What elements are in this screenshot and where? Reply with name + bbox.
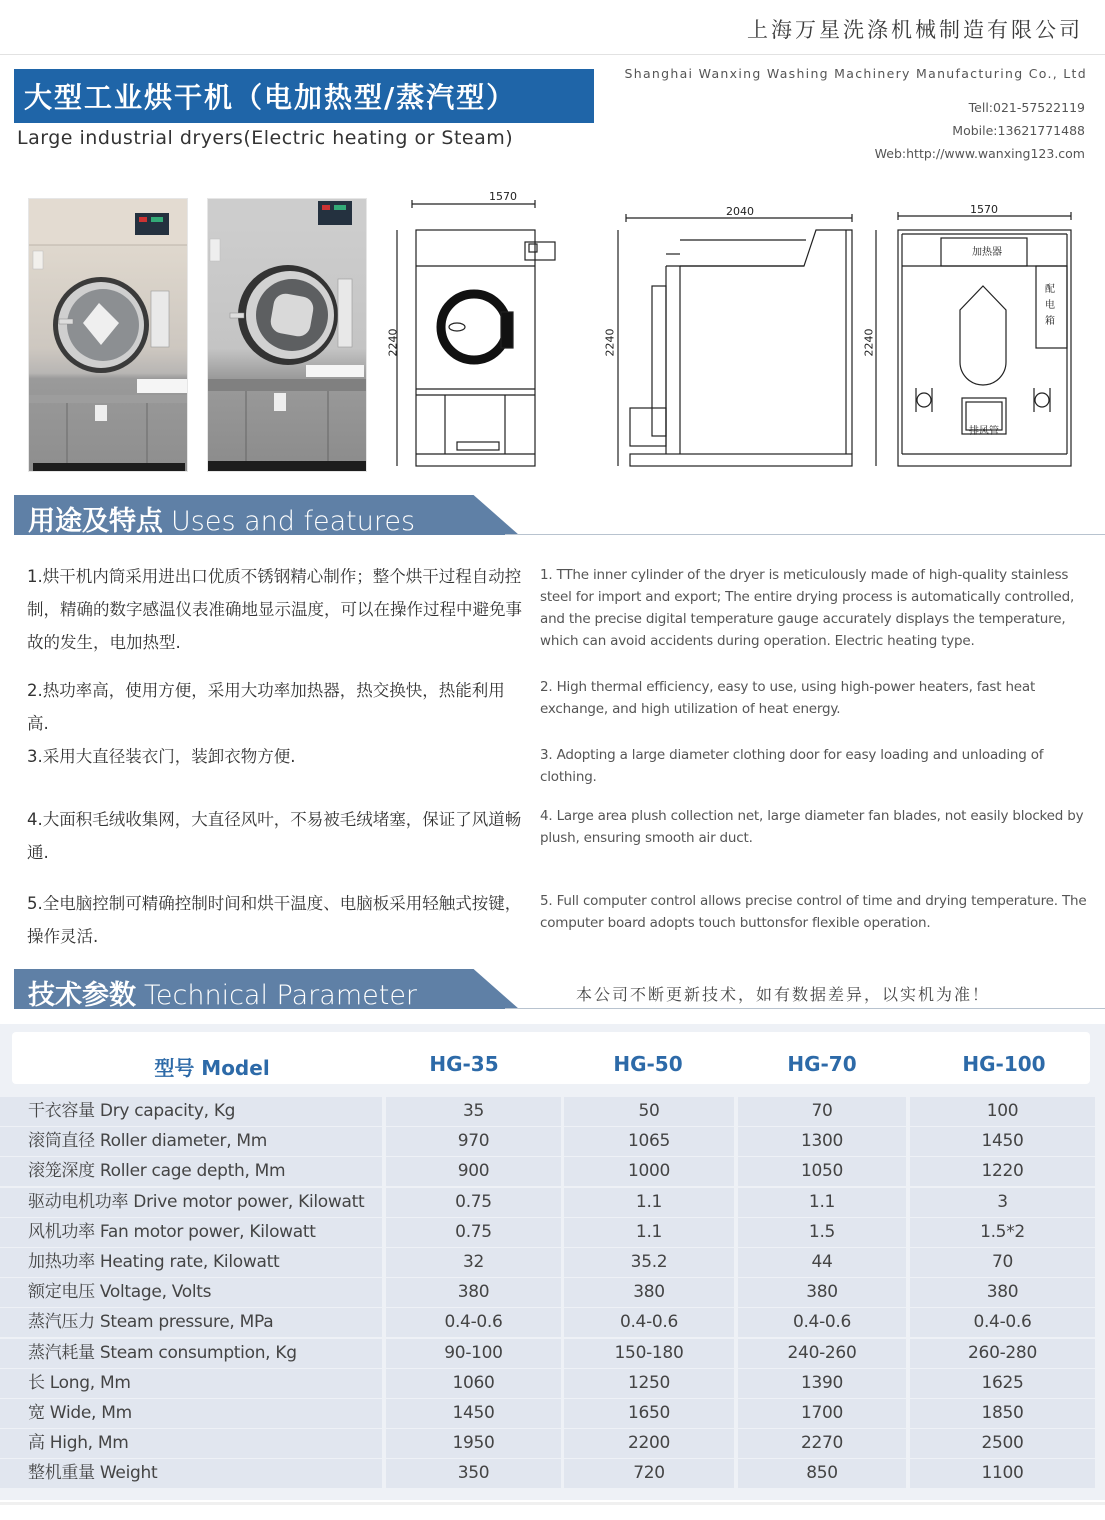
feature-2-cn: 2.热功率高，使用方便，采用大功率加热器，热交换快，热能利用高. <box>27 681 505 733</box>
cell-hg-100: 260-280 <box>910 1339 1095 1368</box>
page-subtitle: Large industrial dryers(Electric heating or Steam) <box>17 127 514 149</box>
features-heading-cn: 用途及特点 <box>28 506 163 537</box>
cell-hg-50: 1650 <box>564 1399 734 1428</box>
panel-label: 配电箱 <box>1045 284 1055 327</box>
feature-3-en: 3. Adopting a large diameter clothing door for easy loading and unloading of clothing. <box>540 747 1044 785</box>
front-height-label: 2240 <box>386 328 400 357</box>
cell-hg-100: 1625 <box>910 1369 1095 1398</box>
specs-heading-cn: 技术参数 <box>28 980 136 1011</box>
cell-hg-100: 1100 <box>910 1459 1095 1488</box>
cell-hg-70: 1.1 <box>738 1188 906 1217</box>
drawing-front-view <box>385 186 595 472</box>
row-label: 加热功率 Heating rate, Kilowatt <box>0 1248 382 1277</box>
contact-mobile: Mobile:13621771488 <box>952 123 1085 138</box>
cell-hg-100: 1450 <box>910 1127 1095 1156</box>
row-label: 滚筒直径 Roller diameter, Mm <box>0 1127 382 1156</box>
footer-divider <box>0 1502 1105 1505</box>
cell-hg-50: 50 <box>564 1097 734 1126</box>
table-row <box>0 1278 1105 1307</box>
table-row <box>0 1308 1105 1337</box>
cell-hg-35: 0.75 <box>386 1188 561 1217</box>
feature-3-cn: 3.采用大直径装衣门，装卸衣物方便. <box>27 747 296 766</box>
cell-hg-50: 1.1 <box>564 1218 734 1247</box>
specs-disclaimer: 本公司不断更新技术，如有数据差异，以实机为准！ <box>576 985 991 1004</box>
table-row <box>0 1339 1105 1368</box>
feature-4-cn: 4.大面积毛绒收集网，大直径风叶，不易被毛绒堵塞，保证了风道畅通. <box>27 810 522 862</box>
contact-tel: Tell:021-57522119 <box>968 100 1085 115</box>
cell-hg-70: 0.4-0.6 <box>738 1308 906 1337</box>
cell-hg-100: 100 <box>910 1097 1095 1126</box>
cell-hg-100: 1.5*2 <box>910 1218 1095 1247</box>
front-width-label: 1570 <box>489 190 517 203</box>
cell-hg-35: 350 <box>386 1459 561 1488</box>
header-hg-70: HG-70 <box>787 1052 857 1076</box>
cell-hg-50: 380 <box>564 1278 734 1307</box>
table-row <box>0 1399 1105 1428</box>
cell-hg-70: 1300 <box>738 1127 906 1156</box>
features-divider <box>505 534 1105 535</box>
cell-hg-50: 1065 <box>564 1127 734 1156</box>
table-row <box>0 1097 1105 1126</box>
header-hg-35: HG-35 <box>429 1052 499 1076</box>
cell-hg-70: 1700 <box>738 1399 906 1428</box>
cell-hg-70: 850 <box>738 1459 906 1488</box>
side-width-label: 2040 <box>726 205 754 218</box>
cell-hg-35: 90-100 <box>386 1339 561 1368</box>
specs-banner <box>14 969 524 1009</box>
contact-web: Web:http://www.wanxing123.com <box>874 146 1085 161</box>
cell-hg-35: 0.4-0.6 <box>386 1308 561 1337</box>
feature-5-en: 5. Full computer control allows precise control of time and drying temperature. The computer board adopts touch buttonsfor flexible operation. <box>540 893 1087 931</box>
cell-hg-100: 1220 <box>910 1157 1095 1186</box>
product-photo-1 <box>28 198 188 472</box>
drawing-side-view <box>596 186 856 472</box>
table-row <box>0 1459 1105 1488</box>
row-label: 宽 Wide, Mm <box>0 1399 382 1428</box>
row-label: 整机重量 Weight <box>0 1459 382 1488</box>
cell-hg-70: 1050 <box>738 1157 906 1186</box>
exhaust-label: 排风管 <box>969 426 999 437</box>
cell-hg-70: 70 <box>738 1097 906 1126</box>
cell-hg-35: 380 <box>386 1278 561 1307</box>
title-banner <box>14 69 594 123</box>
cell-hg-35: 0.75 <box>386 1218 561 1247</box>
features-banner <box>14 495 524 535</box>
header-hg-50: HG-50 <box>613 1052 683 1076</box>
back-width-label: 1570 <box>970 203 998 216</box>
features-heading-en: Uses and features <box>171 506 416 537</box>
feature-4-en: 4. Large area plush collection net, large diameter fan blades, not easily blocked by plush, ensuring smooth air duct. <box>540 808 1084 846</box>
cell-hg-35: 35 <box>386 1097 561 1126</box>
row-label: 风机功率 Fan motor power, Kilowatt <box>0 1218 382 1247</box>
row-label: 蒸汽耗量 Steam consumption, Kg <box>0 1339 382 1368</box>
row-label: 驱动电机功率 Drive motor power, Kilowatt <box>0 1188 382 1217</box>
specs-divider <box>505 1008 1105 1009</box>
cell-hg-50: 2200 <box>564 1429 734 1458</box>
drawing-back-view <box>860 186 1090 472</box>
spec-table-header <box>12 1032 1090 1084</box>
product-photo-2 <box>207 198 367 472</box>
dryer-photo-icon <box>29 199 188 472</box>
cell-hg-70: 2270 <box>738 1429 906 1458</box>
side-height-label: 2240 <box>603 328 617 357</box>
cell-hg-70: 1.5 <box>738 1218 906 1247</box>
table-row <box>0 1127 1105 1156</box>
table-row <box>0 1218 1105 1247</box>
specs-heading-en: Technical Parameter <box>144 980 418 1011</box>
heater-label: 加热器 <box>972 247 1002 258</box>
feature-2-en: 2. High thermal efficiency, easy to use, using high-power heaters, fast heat exchange, and high utilization of heat energy. <box>540 679 1036 717</box>
feature-1-en: 1. TThe inner cylinder of the dryer is meticulously made of high-quality stainless steel for import and export; The entire drying process is automatically controlled, and the precise digital temperature gauge accurately displays the temperature, which can avoid accidents during operation. Electric heating type. <box>540 567 1075 649</box>
cell-hg-50: 150-180 <box>564 1339 734 1368</box>
table-row <box>0 1188 1105 1217</box>
cell-hg-50: 1250 <box>564 1369 734 1398</box>
cell-hg-100: 0.4-0.6 <box>910 1308 1095 1337</box>
table-row <box>0 1157 1105 1186</box>
cell-hg-50: 35.2 <box>564 1248 734 1277</box>
row-label: 蒸汽压力 Steam pressure, MPa <box>0 1308 382 1337</box>
cell-hg-70: 380 <box>738 1278 906 1307</box>
cell-hg-35: 900 <box>386 1157 561 1186</box>
table-row <box>0 1429 1105 1458</box>
row-label: 高 High, Mm <box>0 1429 382 1458</box>
cell-hg-50: 720 <box>564 1459 734 1488</box>
header-model: 型号 Model <box>154 1056 270 1080</box>
table-row <box>0 1369 1105 1398</box>
cell-hg-35: 970 <box>386 1127 561 1156</box>
cell-hg-70: 240-260 <box>738 1339 906 1368</box>
cell-hg-35: 32 <box>386 1248 561 1277</box>
cell-hg-35: 1450 <box>386 1399 561 1428</box>
header-divider <box>0 54 1105 55</box>
row-label: 额定电压 Voltage, Volts <box>0 1278 382 1307</box>
cell-hg-35: 1950 <box>386 1429 561 1458</box>
cell-hg-70: 44 <box>738 1248 906 1277</box>
header-hg-100: HG-100 <box>962 1052 1046 1076</box>
cell-hg-70: 1390 <box>738 1369 906 1398</box>
row-label: 干衣容量 Dry capacity, Kg <box>0 1097 382 1126</box>
feature-5-cn: 5.全电脑控制可精确控制时间和烘干温度、电脑板采用轻触式按键，操作灵活. <box>27 894 522 946</box>
cell-hg-35: 1060 <box>386 1369 561 1398</box>
cell-hg-50: 1000 <box>564 1157 734 1186</box>
cell-hg-50: 0.4-0.6 <box>564 1308 734 1337</box>
company-name-en: Shanghai Wanxing Washing Machinery Manufacturing Co., Ltd <box>624 66 1087 81</box>
row-label: 长 Long, Mm <box>0 1369 382 1398</box>
side-view-drawing-icon <box>596 186 856 472</box>
table-row <box>0 1248 1105 1277</box>
company-name-cn: 上海万星洗涤机械制造有限公司 <box>747 18 1083 42</box>
cell-hg-100: 1850 <box>910 1399 1095 1428</box>
feature-1-cn: 1.烘干机内筒采用进出口优质不锈钢精心制作；整个烘干过程自动控制，精确的数字感温仪表准确地显示温度，可以在操作过程中避免事故的发生，电加热型. <box>27 567 522 652</box>
cell-hg-100: 3 <box>910 1188 1095 1217</box>
cell-hg-50: 1.1 <box>564 1188 734 1217</box>
cell-hg-100: 70 <box>910 1248 1095 1277</box>
page-title: 大型工业烘干机（电加热型/蒸汽型） <box>24 81 517 114</box>
cell-hg-100: 2500 <box>910 1429 1095 1458</box>
front-view-drawing-icon <box>385 186 595 472</box>
back-height-label: 2240 <box>862 328 876 357</box>
cell-hg-100: 380 <box>910 1278 1095 1307</box>
dryer-photo-icon <box>208 199 367 472</box>
row-label: 滚笼深度 Roller cage depth, Mm <box>0 1157 382 1186</box>
